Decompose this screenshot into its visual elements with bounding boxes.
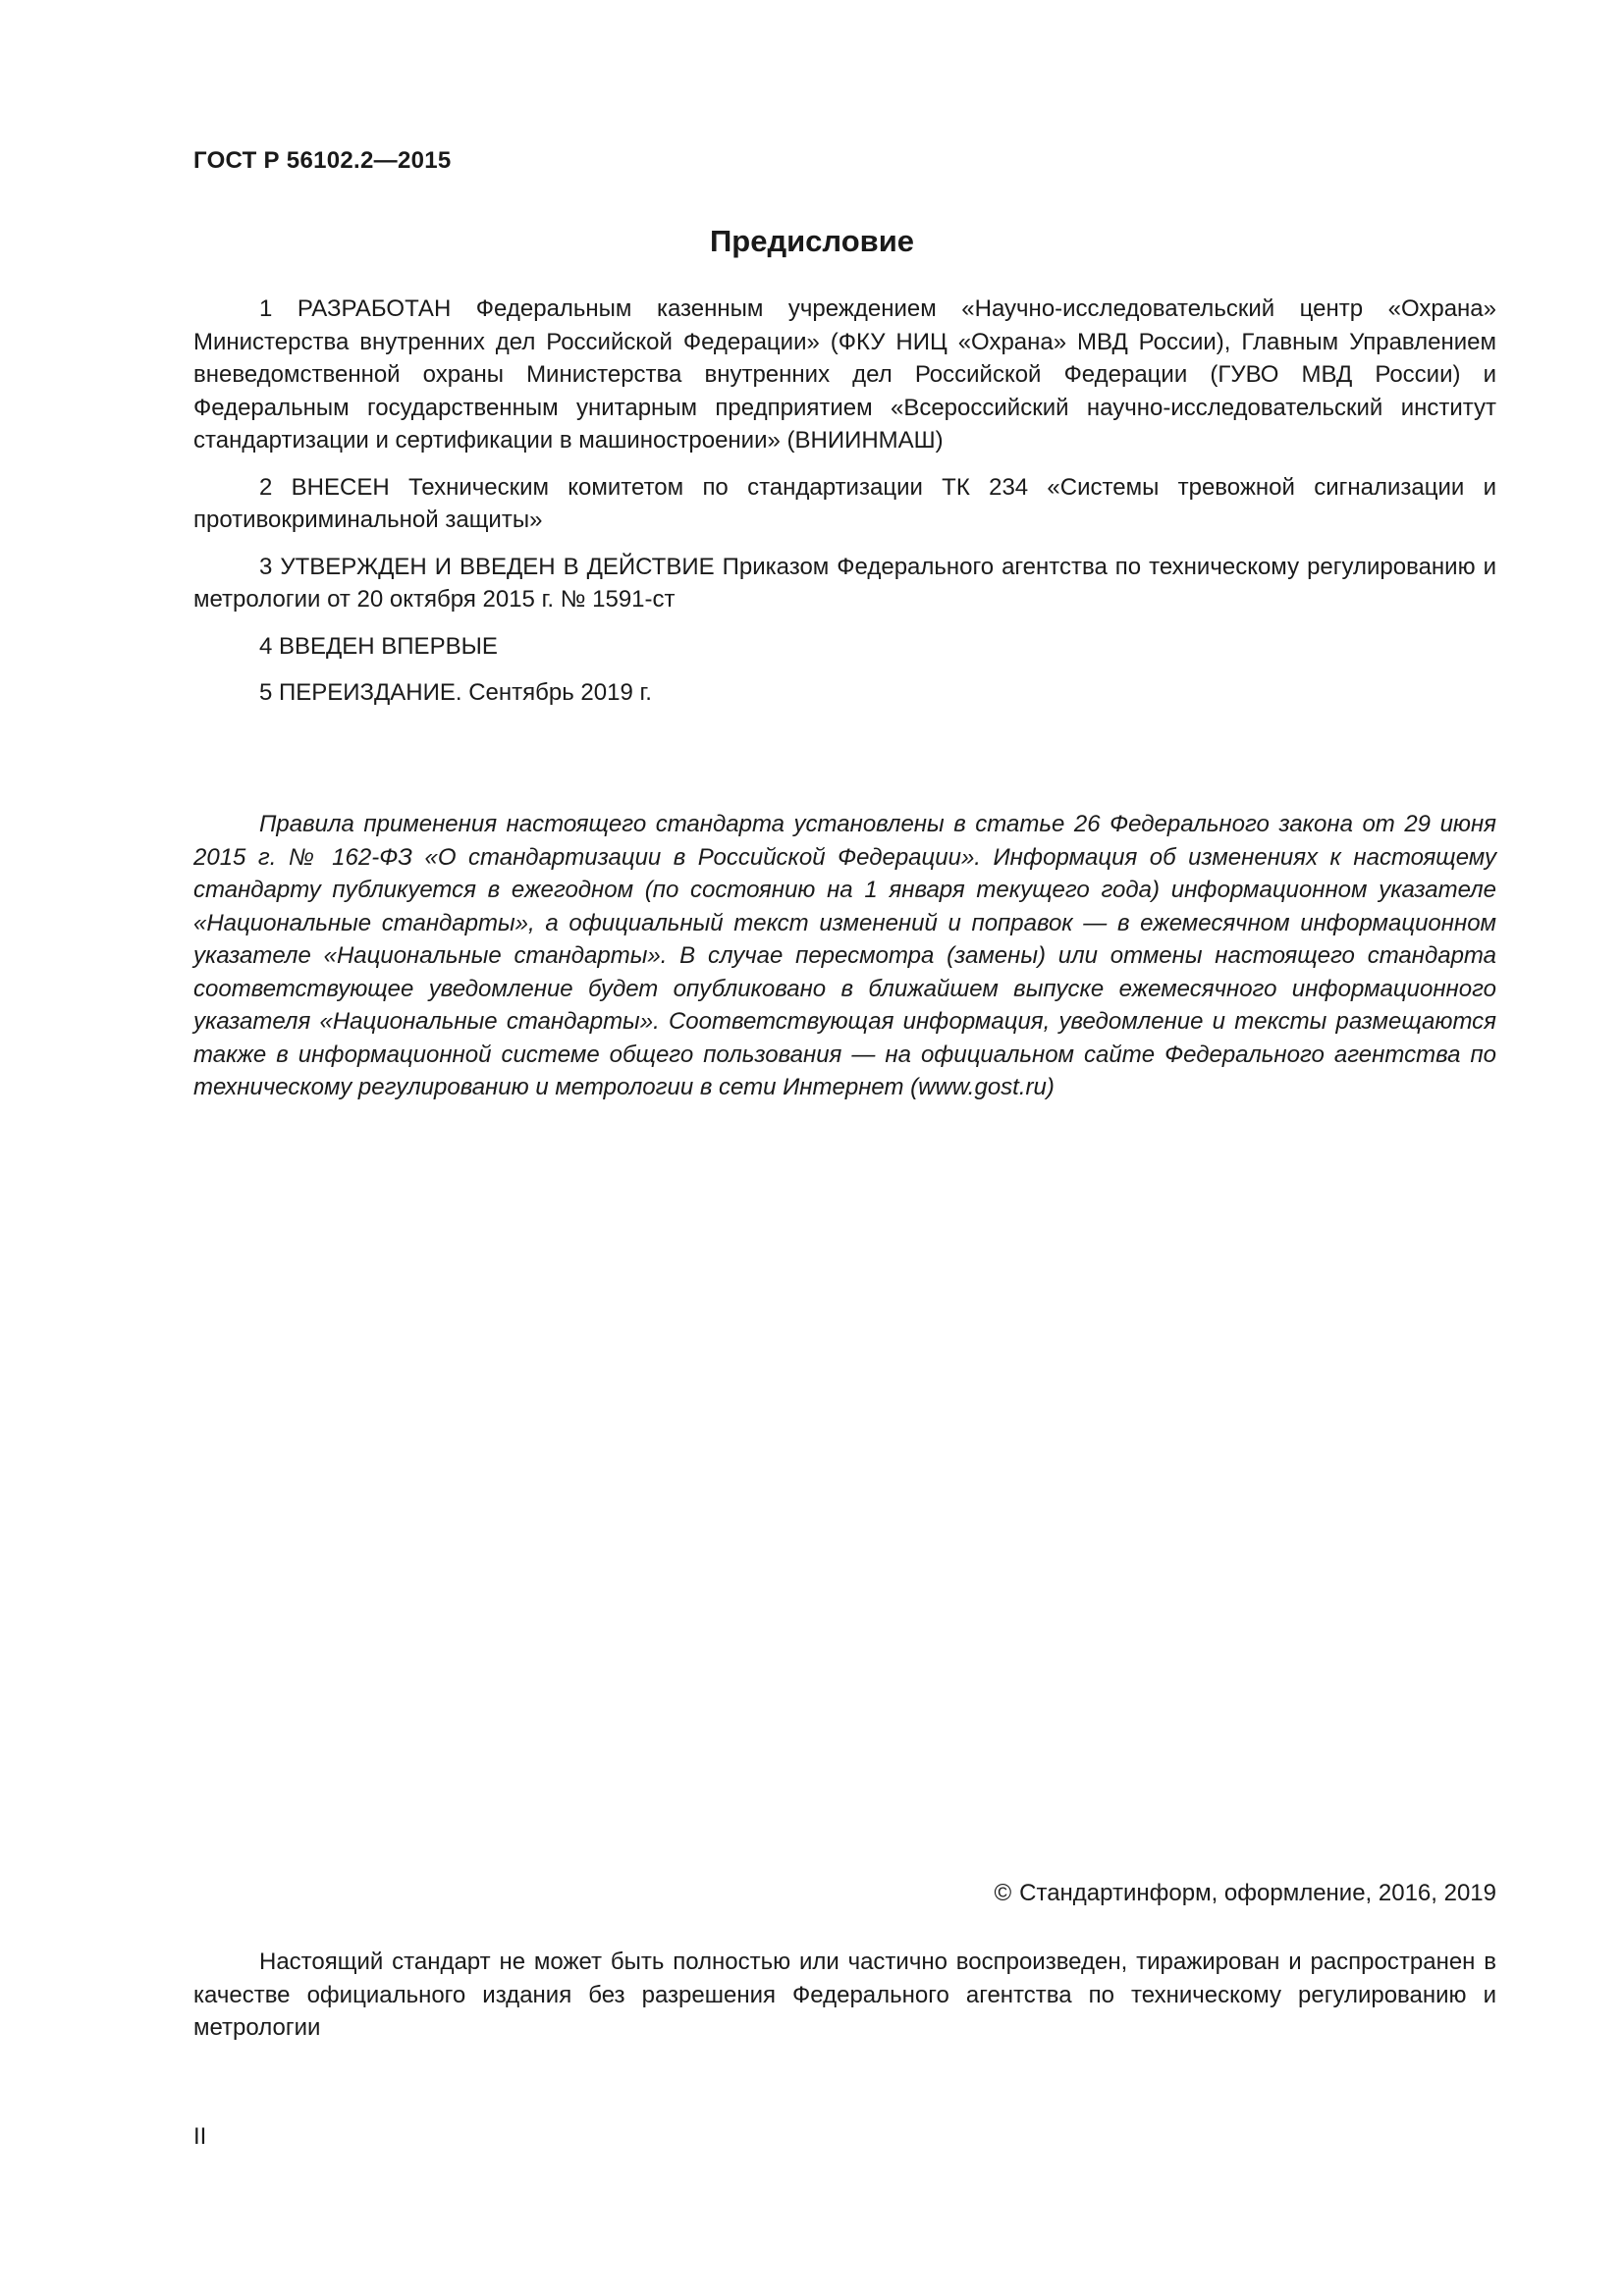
page-title: Предисловие [709, 224, 914, 258]
foreword-items [193, 293, 1496, 723]
foreword-item-3: 3 УТВЕРЖДЕН И ВВЕДЕН В ДЕЙСТВИЕ Приказом Федерального агентства по техническому регулированию и метрологии от 20 октября 2015 г. № 1591-ст [193, 553, 1496, 613]
foreword-item-2: 2 ВНЕСЕН Техническим комитетом по стандартизации ТК 234 «Системы тревожной сигнализации и противокриминальной защиты» [193, 473, 1496, 533]
foreword-item-4: 4 ВВЕДЕН ВПЕРВЫЕ [259, 632, 498, 660]
foreword-item-1: 1 РАЗРАБОТАН Федеральным казенным учреждением «Научно-исследовательский центр «Охрана» Министерства внутренних дел Российской Федерации» (ФКУ НИЦ «Охрана» МВД России), Главным Управлением вневедомственной охраны Министерства внутренних дел Российской Федерации (ГУВО МВД России) и Федеральным государственным унитарным предприятием «Всероссийский научно-исследовательский институт стандартизации и сертификации в машиностроении» (ВНИИНМАШ) [193, 295, 1496, 454]
page-number: II [193, 2123, 207, 2150]
standard-code-header: ГОСТ Р 56102.2—2015 [193, 147, 452, 174]
copyright-line [994, 1880, 1496, 1907]
reproduction-notice: Настоящий стандарт не может быть полностью или частично воспроизведен, тиражирован и распространен в качестве официального издания без разрешения Федерального агентства по техническому регулированию и метрологии [193, 1949, 1496, 2041]
application-rules-notice: Правила применения настоящего стандарта установлены в статье 26 Федерального закона от 29 июня 2015 г. № 162-ФЗ «О стандартизации в Российской Федерации». Информация об изменениях к настоящему стандарту публикуется в ежегодном (по состоянию на 1 января текущего года) информационном указателе «Национальные стандарты», а официальный текст изменений и поправок — в ежемесячном информационном указателе «Национальные стандарты». В случае пересмотра (замены) или отмены настоящего стандарта соответствующее уведомление будет опубликовано в ближайшем выпуске ежемесячного информационного указателя «Национальные стандарты». Соответствующая информация, уведомление и тексты размещаются также в информационной системе общего пользования — на официальном сайте Федерального агентства по техническому регулированию и метрологии в сети Интернет (www.gost.ru) [193, 811, 1496, 1100]
copyright-text: Стандартинформ, оформление, 2016, 2019 [1019, 1880, 1496, 1906]
foreword-item-5: 5 ПЕРЕИЗДАНИЕ. Сентябрь 2019 г. [259, 679, 652, 706]
copyright-icon: © [994, 1880, 1012, 1906]
